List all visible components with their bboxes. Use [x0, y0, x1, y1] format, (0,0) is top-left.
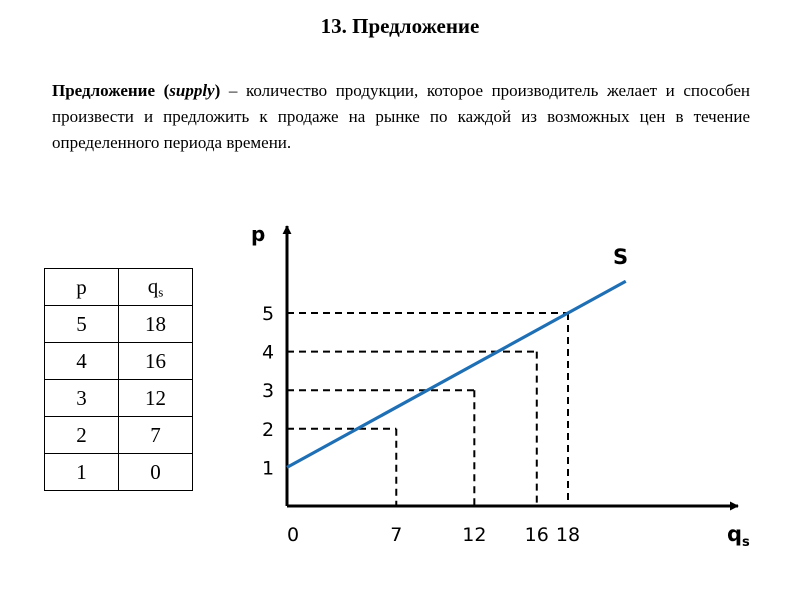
- cell-p: 1: [45, 454, 119, 491]
- series-layer: [287, 281, 626, 467]
- y-tick-label: 3: [261, 380, 275, 403]
- definition-term: Предложение: [52, 81, 155, 100]
- axes-layer: [287, 226, 738, 506]
- definition-paren-open: (: [155, 81, 170, 100]
- y-tick-label: 4: [261, 341, 275, 364]
- x-tick-label: 18: [555, 524, 581, 546]
- cell-p: 3: [45, 380, 119, 417]
- x-axis-label-main: q: [727, 522, 743, 546]
- y-axis-label: p: [251, 222, 266, 246]
- y-tick-label: 2: [261, 418, 275, 441]
- cell-p: 2: [45, 417, 119, 454]
- y-tick-label: 1: [261, 457, 275, 480]
- definition-term-en: supply: [169, 81, 215, 100]
- cell-p: 5: [45, 306, 119, 343]
- cell-qs: 18: [119, 306, 193, 343]
- definition-body: – количество продукции, которое производитель желает и способен произвести и предложить к продаже на рынке по каждой из возможных цен в течение определенного периода времени.: [52, 81, 751, 152]
- guides-layer: [287, 313, 568, 506]
- origin-label: 0: [286, 524, 300, 546]
- y-tick-label: 5: [261, 303, 275, 325]
- definition-paren-close: ): [214, 81, 221, 100]
- x-tick-label: 12: [462, 524, 487, 546]
- cell-qs: 0: [119, 454, 193, 491]
- header-q-sub: s: [158, 284, 164, 300]
- labels-layer: [251, 222, 750, 550]
- header-q: q: [147, 273, 159, 298]
- cell-p: 4: [45, 343, 119, 380]
- series-label-s: S: [613, 245, 629, 269]
- x-axis-label: [727, 522, 750, 550]
- header-p: p: [45, 269, 119, 306]
- x-tick-label: 16: [524, 524, 549, 546]
- cell-qs: 16: [119, 343, 193, 380]
- slide-title: 13. Предложение: [320, 14, 480, 38]
- supply-line: [287, 281, 626, 467]
- x-tick-label: 7: [390, 524, 403, 546]
- cell-qs: 12: [119, 380, 193, 417]
- cell-qs: 7: [119, 417, 193, 454]
- x-axis-label-sub: s: [742, 535, 750, 550]
